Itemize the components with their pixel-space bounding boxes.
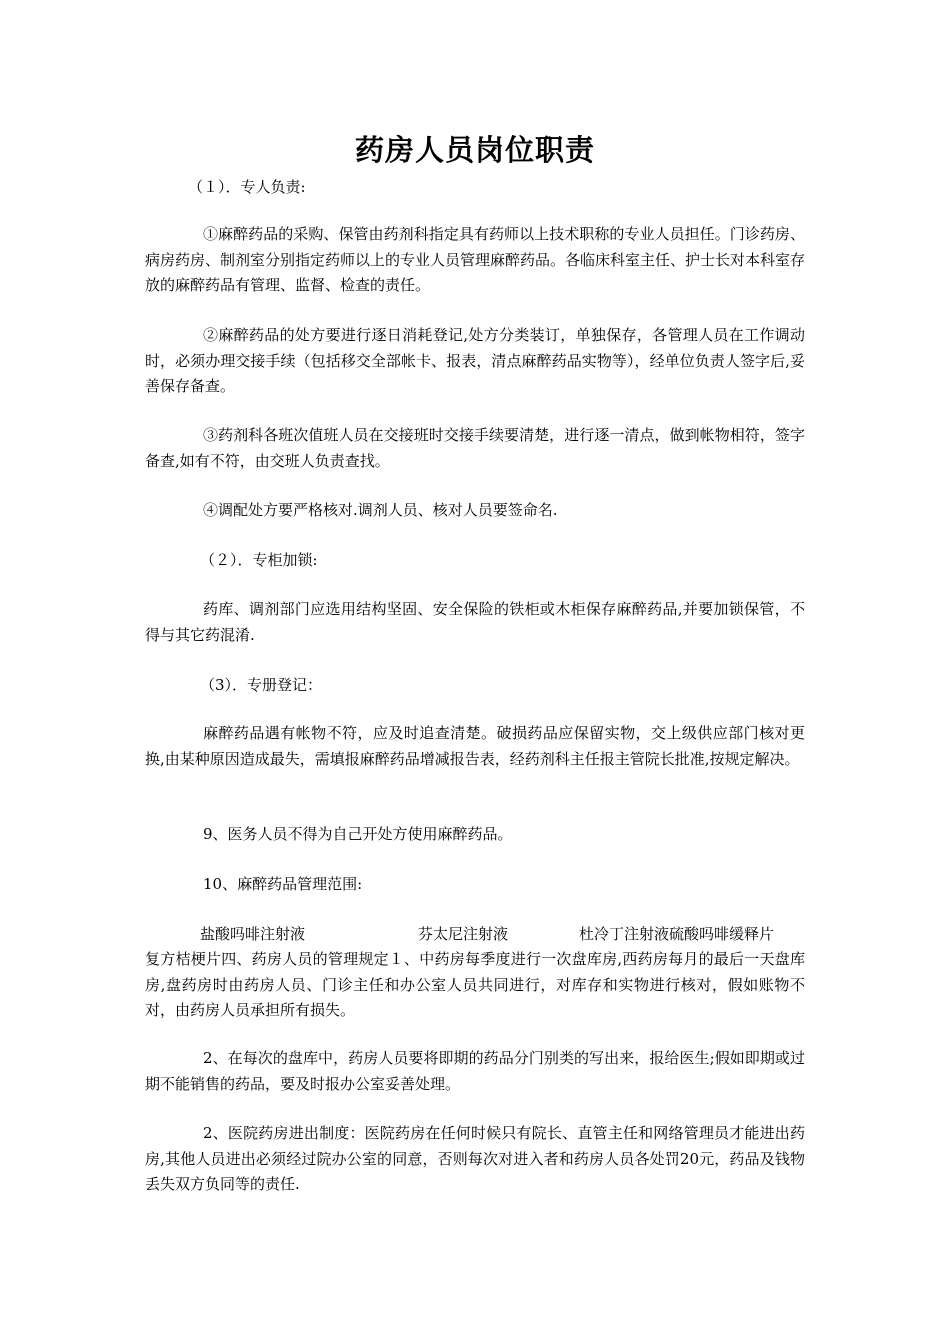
paragraph-9: 复方桔梗片四、药房人员的管理规定１、中药房每季度进行一次盘库房,西药房每月的最后一天盘库房,盘药房时由药房人员、门诊主任和办公室人员共同进行，对库存和实物进行核对，假如账物不对，由药房人员承担所有损失。 bbox=[145, 950, 805, 1019]
paragraph-1: ①麻醉药品的采购、保管由药剂科指定具有药师以上技术职称的专业人员担任。门诊药房、病房药房、制剂室分别指定药师以上的专业人员管理麻醉药品。各临床科室主任、护士长对本科室存放的麻醉药品有管理、监督、检查的责任。 bbox=[145, 225, 806, 294]
drug-item: 芬太尼注射液 bbox=[418, 925, 509, 943]
drug-item: 杜冷丁注射液硫酸吗啡缓释片 bbox=[579, 925, 775, 943]
section-heading-3: （3）．专册登记： bbox=[200, 676, 323, 694]
paragraph-10: 2、在每次的盘库中，药房人员要将即期的药品分门别类的写出来，报给医生;假如即期或过期不能销售的药品，要及时报办公室妥善处理。 bbox=[145, 1049, 805, 1093]
paragraph-5: 药库、调剂部门应选用结构坚固、安全保险的铁柜或木柜保存麻醉药品,并要加锁保管，不得与其它药混淆. bbox=[145, 600, 805, 644]
paragraph-4: ④调配处方要严格核对.调剂人员、核对人员要签命名. bbox=[203, 501, 558, 519]
paragraph-8: 10、麻醉药品管理范围: bbox=[203, 875, 363, 893]
paragraph-11: 2、医院药房进出制度：医院药房在任何时候只有院长、直管主任和网络管理员才能进出药房,其他人员进出必须经过院办公室的同意，否则每次对进入者和药房人员各处罚20元，药品及钱物丢失双方负同等的责任. bbox=[145, 1124, 805, 1193]
paragraph-3: ③药剂科各班次值班人员在交接班时交接手续要清楚，进行逐一清点，做到帐物相符，签字备查,如有不符，由交班人负责查找。 bbox=[145, 426, 805, 470]
section-heading-2: （２）．专柜加锁: bbox=[200, 551, 318, 569]
drug-item: 盐酸吗啡注射液 bbox=[200, 925, 306, 943]
paragraph-6: 麻醉药品遇有帐物不符，应及时追查清楚。破损药品应保留实物，交上级供应部门核对更换,由某种原因造成最失，需填报麻醉药品增减报告表，经药剂科主任报主管院长批准,按规定解决。 bbox=[145, 724, 805, 768]
paragraph-7: 9、医务人员不得为自己开处方使用麻醉药品。 bbox=[203, 825, 513, 843]
page-title: 药房人员岗位职责 bbox=[354, 133, 595, 167]
drug-list bbox=[200, 922, 805, 948]
section-heading-1: （１）．专人负责: bbox=[188, 178, 306, 196]
paragraph-2: ②麻醉药品的处方要进行逐日消耗登记,处方分类装订，单独保存，各管理人员在工作调动时，必须办理交接手续（包括移交全部帐卡、报表，清点麻醉药品实物等），经单位负责人签字后,妥善保存备查。 bbox=[145, 326, 805, 395]
